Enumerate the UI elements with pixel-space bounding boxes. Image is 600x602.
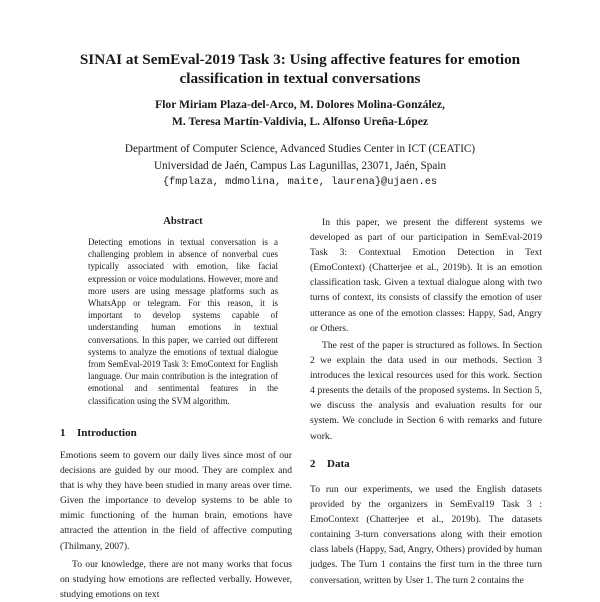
title-line-2: classification in textual conversations: [179, 70, 421, 87]
authors-line-1: Flor Miriam Plaza-del-Arco, M. Dolores Molina-González,: [155, 98, 445, 111]
section-number: 2: [310, 458, 316, 470]
introduction-heading: [60, 427, 292, 439]
authors-line-2: M. Teresa Martín-Valdivia, L. Alfonso Ureña-López: [171, 115, 429, 128]
data-paragraph-1: To run our experiments, we used the English datasets provided by the organizers in SemEval19 Task 3 : EmoContext (Chatterjee et al., 2019b). The datasets containing 3-turn conversations along with their emotion class labels (Happy, Sad, Angry, Others) provided by human judges. The Turn 1 contains the first turn in the three turn conversation, written by User 1. The turn 2 contains the: [310, 484, 542, 586]
section-number: 1: [60, 427, 66, 439]
authors: [60, 96, 540, 130]
right-paragraph-2: The rest of the paper is structured as follows. In Section 2 we explain the data used in our methods. Section 3 introduces the lexical resources used for this work. Section 4 presents the details of the proposed systems. In Section 5, we discuss the analysis and evaluation results for our system. We conclude in Section 6 with remarks and future work.: [310, 340, 542, 442]
section-title: Data: [327, 458, 350, 470]
introduction-paragraph-2: To our knowledge, there are not many works that focus on studying how emotions are reflected verbally. However, studying emotions on text: [60, 559, 292, 601]
author-emails: {fmplaza, mdmolina, maite, laurena}@ujaen.es: [162, 176, 438, 188]
introduction-paragraph-1: Emotions seem to govern our daily lives since most of our decisions are guided by our mood. They are complex and that is why they have been studied in many areas over time. Given the importance to develop systems to be able to mimic functioning of the human brain, emotions have attracted the attention in the field of affective computing (Thilmany, 2007).: [60, 450, 292, 552]
abstract-heading: Abstract: [163, 216, 203, 227]
title-line-1: SINAI at SemEval-2019 Task 3: Using affective features for emotion: [79, 51, 521, 68]
affiliation-line-2: Universidad de Jaén, Campus Las Lagunillas, 23071, Jaén, Spain: [153, 159, 447, 172]
data-heading: [310, 458, 542, 470]
affiliation-line-1: Department of Computer Science, Advanced Studies Center in ICT (CEATIC): [124, 143, 476, 155]
abstract-text: Detecting emotions in textual conversation is a challenging problem in absence of nonverbal cues typically associated with emotion, like facial expression or voice modulations. However, more and more users are using message platforms such as WhatsApp or telegram. For this reason, it is important to develop systems capable of understanding human emotions in textual conversations. In this paper, we carried out different systems to analyze the emotions of textual dialogue from SemEval-2019 Task 3: EmoContext for English language. Our main contribution is the integration of emotional and sentimental features in the classification using the SVM algorithm.: [88, 237, 278, 406]
right-paragraph-1: In this paper, we present the different systems we developed as part of our participation in SemEval-2019 Task 3: Contextual Emotion Detection in Text (EmoContext) (Chatterjee et al., 2019b). It is an emotion classification task. Given a textual dialogue along with two turns of context, its consists of classify the emotion of user utterance as one of the emotion classes: Happy, Sad, Angry or Others.: [310, 217, 542, 334]
section-title: Introduction: [77, 427, 137, 439]
affiliation: [60, 141, 540, 191]
paper-title: [60, 50, 540, 88]
